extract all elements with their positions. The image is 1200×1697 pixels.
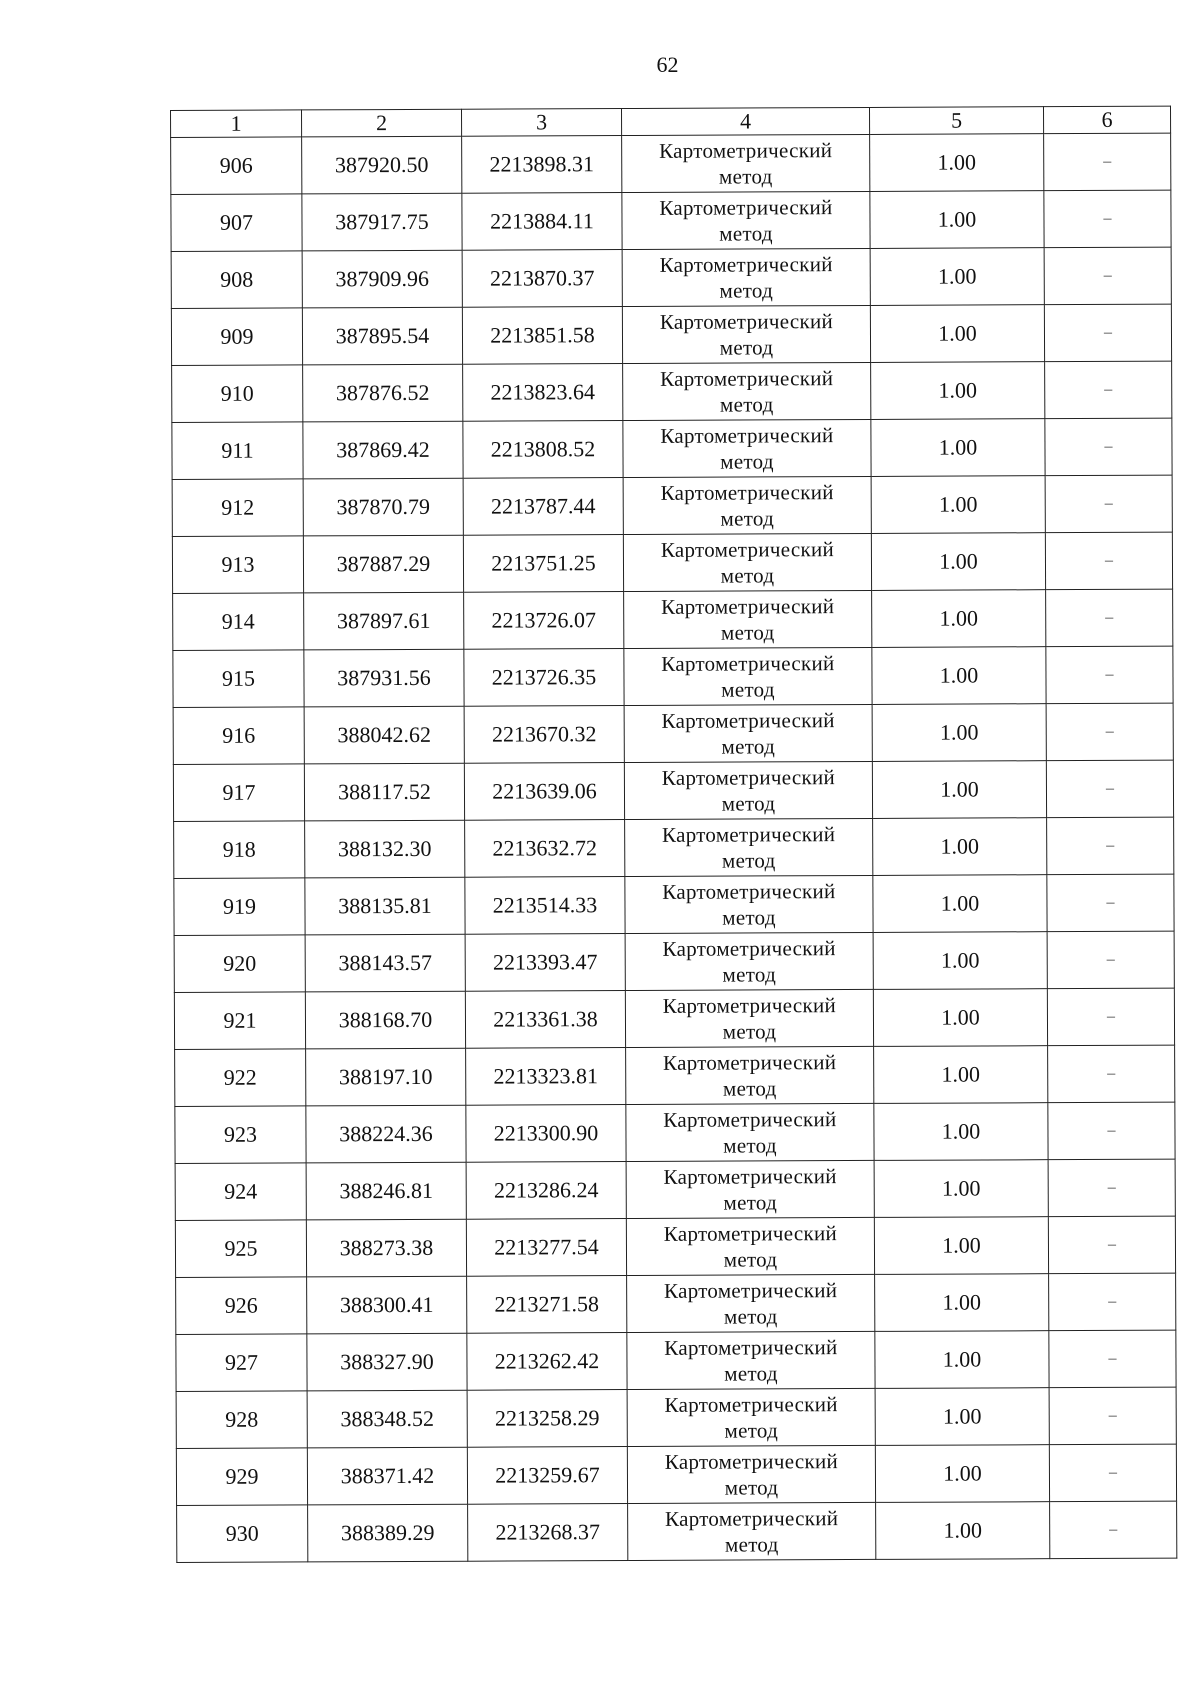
y-coordinate-cell: 2213271.58 bbox=[467, 1276, 627, 1334]
y-coordinate-cell: 2213323.81 bbox=[466, 1048, 626, 1106]
y-coordinate-cell: 2213851.58 bbox=[462, 307, 622, 365]
y-coordinate-cell: 2213258.29 bbox=[467, 1390, 627, 1448]
y-coordinate-cell: 2213259.67 bbox=[467, 1447, 627, 1505]
method-line-1: Картометрический bbox=[659, 366, 834, 391]
method-line-1: Картометрический bbox=[662, 879, 836, 904]
method-cell bbox=[626, 1160, 874, 1218]
note-cell: – bbox=[1045, 361, 1172, 419]
accuracy-cell: 1.00 bbox=[872, 704, 1046, 762]
note-cell: – bbox=[1044, 304, 1171, 362]
method-line-1: Картометрический bbox=[664, 1392, 838, 1417]
point-number-cell: 927 bbox=[176, 1334, 307, 1392]
method-cell bbox=[624, 590, 872, 648]
point-number-cell: 922 bbox=[175, 1049, 306, 1107]
note-cell: – bbox=[1049, 1330, 1176, 1388]
method-cell bbox=[625, 989, 873, 1047]
method-line-2: метод bbox=[722, 1019, 777, 1044]
method-cell bbox=[622, 248, 870, 306]
accuracy-cell: 1.00 bbox=[875, 1445, 1049, 1503]
point-number-cell: 921 bbox=[174, 992, 305, 1050]
method-cell bbox=[625, 932, 873, 990]
point-number-cell: 917 bbox=[173, 764, 304, 822]
method-line-2: метод bbox=[720, 449, 774, 474]
point-number-cell: 929 bbox=[176, 1448, 307, 1506]
accuracy-cell: 1.00 bbox=[876, 1502, 1050, 1560]
x-coordinate-cell: 388224.36 bbox=[306, 1105, 466, 1163]
x-coordinate-cell: 387917.75 bbox=[302, 193, 462, 251]
method-line-1: Картометрический bbox=[659, 252, 833, 277]
method-line-2: метод bbox=[723, 1304, 778, 1329]
method-line-1: Картометрический bbox=[663, 1107, 837, 1132]
method-line-1: Картометрический bbox=[662, 1050, 837, 1075]
accuracy-cell: 1.00 bbox=[871, 419, 1045, 477]
table-row bbox=[172, 418, 1172, 479]
method-line-1: Картометрический bbox=[661, 765, 836, 790]
x-coordinate-cell: 387909.96 bbox=[302, 250, 462, 308]
table-row bbox=[173, 703, 1173, 764]
y-coordinate-cell: 2213268.37 bbox=[468, 1504, 628, 1562]
method-line-2: метод bbox=[719, 392, 774, 417]
method-line-1: Картометрический bbox=[661, 708, 835, 733]
point-number-cell: 909 bbox=[171, 308, 302, 366]
accuracy-cell: 1.00 bbox=[875, 1331, 1049, 1389]
point-number-cell: 919 bbox=[174, 878, 305, 936]
point-number-cell: 924 bbox=[175, 1163, 306, 1221]
method-cell bbox=[624, 761, 872, 819]
accuracy-cell: 1.00 bbox=[873, 818, 1047, 876]
y-coordinate-cell: 2213898.31 bbox=[462, 136, 622, 194]
accuracy-cell: 1.00 bbox=[870, 248, 1044, 306]
method-line-1: Картометрический bbox=[661, 651, 835, 676]
accuracy-cell: 1.00 bbox=[871, 476, 1045, 534]
header-col-6: 6 bbox=[1043, 106, 1170, 134]
method-line-2: метод bbox=[723, 1247, 778, 1272]
method-line-1: Картометрический bbox=[660, 594, 835, 619]
header-col-5: 5 bbox=[869, 107, 1043, 135]
method-cell bbox=[623, 362, 871, 420]
point-number-cell: 915 bbox=[173, 650, 304, 708]
method-line-1: Картометрический bbox=[659, 195, 833, 220]
method-line-2: метод bbox=[721, 677, 775, 702]
method-cell bbox=[624, 647, 872, 705]
note-cell: – bbox=[1048, 1102, 1175, 1160]
x-coordinate-cell: 387876.52 bbox=[303, 364, 463, 422]
note-cell: – bbox=[1049, 1387, 1176, 1445]
point-number-cell: 906 bbox=[171, 137, 302, 195]
x-coordinate-cell: 388132.30 bbox=[305, 820, 465, 878]
method-line-1: Картометрический bbox=[662, 936, 836, 961]
method-line-2: метод bbox=[721, 791, 776, 816]
header-col-2: 2 bbox=[302, 109, 462, 137]
y-coordinate-cell: 2213870.37 bbox=[462, 250, 622, 308]
point-number-cell: 930 bbox=[177, 1505, 308, 1563]
point-number-cell: 920 bbox=[174, 935, 305, 993]
method-cell bbox=[623, 533, 871, 591]
note-cell: – bbox=[1047, 817, 1174, 875]
coordinates-table bbox=[170, 106, 1177, 1563]
table-row bbox=[175, 1045, 1175, 1106]
table-row bbox=[176, 1387, 1176, 1448]
note-cell: – bbox=[1045, 532, 1172, 590]
method-line-1: Картометрический bbox=[663, 1278, 838, 1303]
x-coordinate-cell: 387895.54 bbox=[302, 307, 462, 365]
method-line-1: Картометрический bbox=[664, 1506, 839, 1531]
x-coordinate-cell: 388143.57 bbox=[305, 934, 465, 992]
table-row bbox=[176, 1444, 1176, 1505]
method-cell bbox=[624, 704, 872, 762]
note-cell: – bbox=[1050, 1501, 1177, 1559]
table-row bbox=[172, 532, 1172, 593]
y-coordinate-cell: 2213884.11 bbox=[462, 193, 622, 251]
table-row bbox=[175, 1216, 1175, 1277]
y-coordinate-cell: 2213632.72 bbox=[465, 820, 625, 878]
x-coordinate-cell: 387870.79 bbox=[303, 478, 463, 536]
x-coordinate-cell: 388117.52 bbox=[304, 763, 464, 821]
accuracy-cell: 1.00 bbox=[871, 362, 1045, 420]
header-col-1: 1 bbox=[171, 110, 302, 138]
header-col-3: 3 bbox=[461, 109, 621, 137]
accuracy-cell: 1.00 bbox=[873, 875, 1047, 933]
note-cell: – bbox=[1047, 988, 1174, 1046]
accuracy-cell: 1.00 bbox=[873, 989, 1047, 1047]
x-coordinate-cell: 388135.81 bbox=[305, 877, 465, 935]
point-number-cell: 926 bbox=[176, 1277, 307, 1335]
point-number-cell: 910 bbox=[172, 365, 303, 423]
note-cell: – bbox=[1048, 1216, 1175, 1274]
point-number-cell: 913 bbox=[172, 536, 303, 594]
method-line-2: метод bbox=[719, 221, 773, 246]
note-cell: – bbox=[1048, 1159, 1175, 1217]
table-row bbox=[176, 1330, 1176, 1391]
table-row bbox=[171, 247, 1171, 308]
header-row bbox=[171, 106, 1171, 137]
method-cell bbox=[626, 1103, 874, 1161]
note-cell: – bbox=[1046, 703, 1173, 761]
method-cell bbox=[625, 818, 873, 876]
accuracy-cell: 1.00 bbox=[874, 1160, 1048, 1218]
y-coordinate-cell: 2213726.07 bbox=[464, 592, 624, 650]
method-line-1: Картометрический bbox=[659, 309, 834, 334]
y-coordinate-cell: 2213361.38 bbox=[465, 991, 625, 1049]
method-line-2: метод bbox=[723, 1190, 778, 1215]
accuracy-cell: 1.00 bbox=[874, 1046, 1048, 1104]
method-line-2: метод bbox=[720, 620, 775, 645]
method-line-2: метод bbox=[723, 1133, 777, 1158]
table-row bbox=[174, 874, 1174, 935]
table-row bbox=[172, 475, 1172, 536]
x-coordinate-cell: 388197.10 bbox=[306, 1048, 466, 1106]
method-line-2: метод bbox=[719, 335, 774, 360]
method-line-2: метод bbox=[720, 506, 775, 531]
table-row bbox=[171, 190, 1171, 251]
point-number-cell: 923 bbox=[175, 1106, 306, 1164]
header-col-4: 4 bbox=[621, 107, 869, 135]
accuracy-cell: 1.00 bbox=[875, 1274, 1049, 1332]
point-number-cell: 912 bbox=[172, 479, 303, 537]
table-row bbox=[174, 817, 1174, 878]
note-cell: – bbox=[1044, 247, 1171, 305]
note-cell: – bbox=[1045, 418, 1172, 476]
table-row bbox=[171, 133, 1171, 194]
accuracy-cell: 1.00 bbox=[872, 590, 1046, 648]
method-cell bbox=[622, 134, 870, 192]
x-coordinate-cell: 387920.50 bbox=[302, 136, 462, 194]
method-line-1: Картометрический bbox=[660, 480, 834, 505]
x-coordinate-cell: 387931.56 bbox=[304, 649, 464, 707]
note-cell: – bbox=[1047, 931, 1174, 989]
note-cell: – bbox=[1046, 760, 1173, 818]
note-cell: – bbox=[1044, 190, 1171, 248]
method-cell bbox=[627, 1388, 875, 1446]
note-cell: – bbox=[1045, 475, 1172, 533]
y-coordinate-cell: 2213639.06 bbox=[464, 763, 624, 821]
accuracy-cell: 1.00 bbox=[872, 647, 1046, 705]
method-cell bbox=[626, 1217, 874, 1275]
y-coordinate-cell: 2213751.25 bbox=[463, 535, 623, 593]
accuracy-cell: 1.00 bbox=[874, 1103, 1048, 1161]
x-coordinate-cell: 388168.70 bbox=[305, 991, 465, 1049]
x-coordinate-cell: 388371.42 bbox=[307, 1447, 467, 1505]
table-row bbox=[174, 931, 1174, 992]
method-line-2: метод bbox=[718, 164, 773, 189]
method-line-2: метод bbox=[724, 1532, 779, 1557]
method-line-2: метод bbox=[722, 905, 776, 930]
accuracy-cell: 1.00 bbox=[870, 134, 1044, 192]
x-coordinate-cell: 387887.29 bbox=[303, 535, 463, 593]
y-coordinate-cell: 2213300.90 bbox=[466, 1105, 626, 1163]
method-cell bbox=[622, 191, 870, 249]
x-coordinate-cell: 388042.62 bbox=[304, 706, 464, 764]
method-line-2: метод bbox=[720, 563, 775, 588]
point-number-cell: 911 bbox=[172, 422, 303, 480]
accuracy-cell: 1.00 bbox=[874, 1217, 1048, 1275]
point-number-cell: 908 bbox=[171, 251, 302, 309]
y-coordinate-cell: 2213393.47 bbox=[465, 934, 625, 992]
method-line-2: метод bbox=[719, 278, 774, 303]
method-cell bbox=[628, 1502, 876, 1560]
point-number-cell: 925 bbox=[175, 1220, 306, 1278]
x-coordinate-cell: 388389.29 bbox=[308, 1504, 468, 1562]
method-line-2: метод bbox=[724, 1418, 779, 1443]
accuracy-cell: 1.00 bbox=[870, 191, 1044, 249]
x-coordinate-cell: 387897.61 bbox=[304, 592, 464, 650]
y-coordinate-cell: 2213823.64 bbox=[463, 364, 623, 422]
method-line-2: метод bbox=[721, 848, 776, 873]
x-coordinate-cell: 388273.38 bbox=[306, 1219, 466, 1277]
point-number-cell: 907 bbox=[171, 194, 302, 252]
method-line-1: Картометрический bbox=[660, 537, 835, 562]
point-number-cell: 928 bbox=[176, 1391, 307, 1449]
y-coordinate-cell: 2213286.24 bbox=[466, 1162, 626, 1220]
note-cell: – bbox=[1044, 133, 1171, 191]
table-header bbox=[171, 106, 1171, 137]
method-cell bbox=[626, 1046, 874, 1104]
table-row bbox=[173, 646, 1173, 707]
table-row bbox=[174, 988, 1174, 1049]
table-row bbox=[173, 760, 1173, 821]
method-line-2: метод bbox=[722, 1076, 777, 1101]
method-line-1: Картометрический bbox=[658, 138, 833, 163]
y-coordinate-cell: 2213670.32 bbox=[464, 706, 624, 764]
note-cell: – bbox=[1048, 1045, 1175, 1103]
note-cell: – bbox=[1046, 646, 1173, 704]
method-line-1: Картометрический bbox=[664, 1335, 838, 1360]
x-coordinate-cell: 388348.52 bbox=[307, 1390, 467, 1448]
table-row bbox=[175, 1102, 1175, 1163]
method-line-2: метод bbox=[722, 962, 777, 987]
method-line-1: Картометрический bbox=[663, 1164, 837, 1189]
point-number-cell: 918 bbox=[174, 821, 305, 879]
table-row bbox=[171, 304, 1171, 365]
x-coordinate-cell: 387869.42 bbox=[303, 421, 463, 479]
method-cell bbox=[623, 476, 871, 534]
point-number-cell: 914 bbox=[173, 593, 304, 651]
coordinates-table-container bbox=[170, 106, 1170, 1563]
y-coordinate-cell: 2213262.42 bbox=[467, 1333, 627, 1391]
table-row bbox=[173, 589, 1173, 650]
table-row bbox=[177, 1501, 1177, 1562]
table-row bbox=[176, 1273, 1176, 1334]
y-coordinate-cell: 2213514.33 bbox=[465, 877, 625, 935]
method-line-2: метод bbox=[724, 1361, 778, 1386]
y-coordinate-cell: 2213787.44 bbox=[463, 478, 623, 536]
method-line-1: Картометрический bbox=[662, 993, 837, 1018]
method-line-2: метод bbox=[724, 1475, 779, 1500]
accuracy-cell: 1.00 bbox=[870, 305, 1044, 363]
method-cell bbox=[627, 1274, 875, 1332]
x-coordinate-cell: 388300.41 bbox=[307, 1276, 467, 1334]
method-cell bbox=[622, 305, 870, 363]
x-coordinate-cell: 388246.81 bbox=[306, 1162, 466, 1220]
note-cell: – bbox=[1049, 1273, 1176, 1331]
accuracy-cell: 1.00 bbox=[871, 533, 1045, 591]
accuracy-cell: 1.00 bbox=[875, 1388, 1049, 1446]
accuracy-cell: 1.00 bbox=[872, 761, 1046, 819]
method-line-1: Картометрический bbox=[664, 1449, 839, 1474]
table-row bbox=[172, 361, 1172, 422]
method-cell bbox=[627, 1331, 875, 1389]
method-cell bbox=[627, 1445, 875, 1503]
table-body bbox=[171, 133, 1177, 1562]
y-coordinate-cell: 2213277.54 bbox=[466, 1219, 626, 1277]
note-cell: – bbox=[1047, 874, 1174, 932]
y-coordinate-cell: 2213808.52 bbox=[463, 421, 623, 479]
accuracy-cell: 1.00 bbox=[873, 932, 1047, 990]
note-cell: – bbox=[1046, 589, 1173, 647]
method-line-1: Картометрический bbox=[660, 423, 834, 448]
point-number-cell: 916 bbox=[173, 707, 304, 765]
method-line-1: Картометрический bbox=[663, 1221, 838, 1246]
y-coordinate-cell: 2213726.35 bbox=[464, 649, 624, 707]
method-cell bbox=[623, 419, 871, 477]
table-row bbox=[175, 1159, 1175, 1220]
method-line-1: Картометрический bbox=[661, 822, 836, 847]
x-coordinate-cell: 388327.90 bbox=[307, 1333, 467, 1391]
page-number: 62 bbox=[656, 52, 679, 77]
note-cell: – bbox=[1049, 1444, 1176, 1502]
method-cell bbox=[625, 875, 873, 933]
method-line-2: метод bbox=[721, 734, 776, 759]
